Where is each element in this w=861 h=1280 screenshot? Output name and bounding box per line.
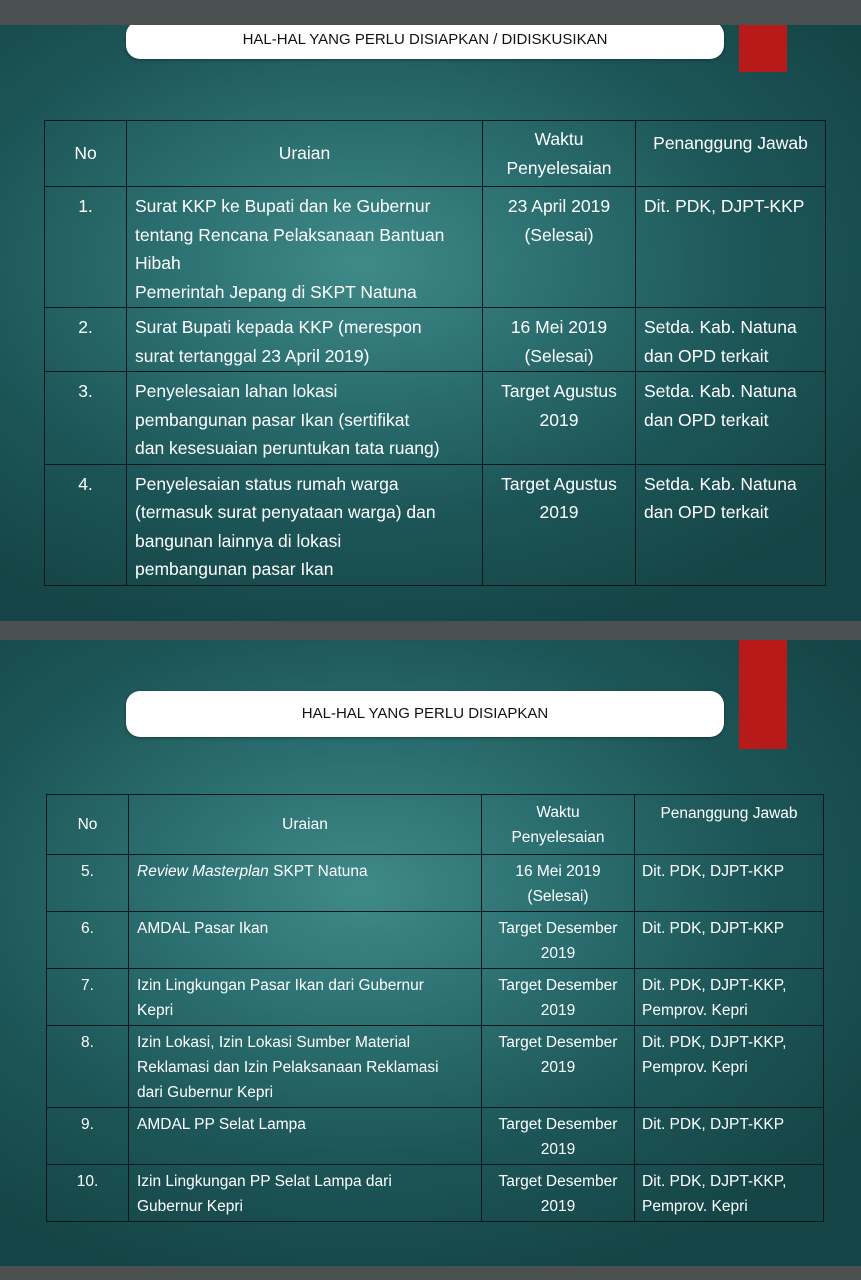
table-row (47, 969, 824, 1026)
uraian-line: bangunan lainnya di lokasi (135, 530, 342, 551)
uraian-line: dari Gubernur Kepri (137, 1084, 274, 1101)
row-number: 4. (45, 464, 127, 585)
row-penanggung-jawab (635, 1165, 824, 1222)
uraian-line: pembangunan pasar Ikan (sertifikat (135, 409, 410, 430)
table-header-row (47, 795, 824, 855)
header-waktu (482, 795, 635, 855)
waktu-line: Target Desember (498, 920, 618, 937)
uraian-line: Izin Lingkungan Pasar Ikan dari Gubernur (137, 977, 424, 994)
waktu-line: 2019 (540, 945, 576, 962)
table-header-row (45, 121, 826, 187)
waktu-line: 2019 (540, 1141, 576, 1158)
top-frame-strip (0, 0, 861, 25)
pj-line: Dit. PDK, DJPT-KKP, (642, 1034, 787, 1051)
header-uraian: Uraian (129, 795, 482, 855)
waktu-line: 16 Mei 2019 (510, 317, 608, 337)
row-penanggung-jawab (635, 969, 824, 1026)
pj-line: dan OPD terkait (644, 502, 769, 522)
slide-1 (0, 25, 861, 621)
table-row (45, 372, 826, 465)
pj-line: Pemprov. Kepri (642, 1059, 748, 1076)
uraian-italic-text: Review Masterplan (137, 863, 269, 880)
table-row (45, 308, 826, 372)
row-waktu (483, 308, 636, 372)
table-1-body (45, 187, 826, 586)
row-waktu (483, 464, 636, 585)
slide-2 (0, 640, 861, 1266)
waktu-line: 2019 (539, 502, 579, 522)
waktu-line: Target Agustus (501, 473, 617, 494)
row-uraian (129, 855, 482, 912)
uraian-line: Surat Bupati kepada KKP (merespon (135, 317, 422, 337)
pj-line: Setda. Kab. Natuna (644, 473, 797, 494)
row-uraian (129, 912, 482, 969)
header-waktu-line1: Waktu (534, 129, 584, 149)
row-number: 7. (47, 969, 129, 1026)
row-waktu (482, 1026, 635, 1108)
uraian-line: AMDAL Pasar Ikan (137, 920, 269, 937)
pj-line: Setda. Kab. Natuna (644, 381, 797, 401)
header-no: No (47, 795, 129, 855)
pj-line: dan OPD terkait (644, 345, 769, 366)
pj-line: Dit. PDK, DJPT-KKP (642, 1116, 785, 1133)
waktu-line: (Selesai) (524, 224, 594, 245)
row-penanggung-jawab (635, 855, 824, 912)
uraian-line: Reklamasi dan Izin Pelaksanaan Reklamasi (137, 1059, 439, 1076)
waktu-line: 2019 (540, 1059, 576, 1076)
table-row (47, 912, 824, 969)
waktu-line: (Selesai) (527, 888, 589, 905)
table-row (47, 1026, 824, 1108)
header-pj: Penanggung Jawab (636, 121, 826, 187)
header-pj: Penanggung Jawab (635, 795, 824, 855)
pj-line: Dit. PDK, DJPT-KKP (642, 920, 785, 937)
pj-line: Dit. PDK, DJPT-KKP (644, 196, 805, 216)
uraian-line: dan kesesuaian peruntukan tata ruang) (135, 438, 440, 458)
pj-line: dan OPD terkait (644, 409, 769, 430)
waktu-line: 16 Mei 2019 (515, 863, 601, 880)
row-waktu (482, 912, 635, 969)
uraian-line: Izin Lingkungan PP Selat Lampa dari (137, 1173, 392, 1190)
row-uraian (129, 1108, 482, 1165)
table-row (47, 1165, 824, 1222)
header-waktu (483, 121, 636, 187)
pj-line: Dit. PDK, DJPT-KKP, (642, 977, 787, 994)
slide-1-title: HAL-HAL YANG PERLU DISIAPKAN / DIDISKUSIKAN (126, 25, 724, 59)
uraian-line: tentang Rencana Pelaksanaan Bantuan (135, 224, 445, 245)
uraian-line: Penyelesaian status rumah warga (135, 473, 399, 494)
row-penanggung-jawab (636, 372, 826, 465)
red-accent-block (739, 640, 787, 749)
row-number: 6. (47, 912, 129, 969)
uraian-line: Penyelesaian lahan lokasi (135, 381, 338, 401)
row-number: 9. (47, 1108, 129, 1165)
row-penanggung-jawab (636, 187, 826, 308)
row-number: 3. (45, 372, 127, 465)
row-penanggung-jawab (635, 1108, 824, 1165)
header-no: No (45, 121, 127, 187)
bottom-frame-strip (0, 1266, 861, 1280)
pj-line: Pemprov. Kepri (642, 1002, 748, 1019)
waktu-line: Target Desember (498, 1173, 618, 1190)
pj-line: Dit. PDK, DJPT-KKP (642, 863, 785, 880)
row-penanggung-jawab (635, 1026, 824, 1108)
row-number: 1. (45, 187, 127, 308)
row-penanggung-jawab (635, 912, 824, 969)
waktu-line: 2019 (539, 409, 579, 430)
uraian-line: Hibah (135, 253, 181, 273)
waktu-line: Target Desember (498, 1116, 618, 1133)
table-row (47, 1108, 824, 1165)
row-uraian (129, 1165, 482, 1222)
row-number: 10. (47, 1165, 129, 1222)
header-waktu-line2: Penyelesaian (511, 828, 605, 846)
uraian-line: Kepri (137, 1002, 174, 1019)
row-uraian (129, 969, 482, 1026)
row-uraian (127, 308, 483, 372)
waktu-line: 2019 (540, 1002, 576, 1019)
waktu-line: Target Agustus (501, 381, 617, 401)
row-waktu (482, 855, 635, 912)
uraian-line: Pemerintah Jepang di SKPT Natuna (135, 281, 417, 302)
pj-line: Dit. PDK, DJPT-KKP, (642, 1173, 787, 1190)
pj-line: Setda. Kab. Natuna (644, 317, 797, 337)
row-number: 8. (47, 1026, 129, 1108)
row-uraian (127, 372, 483, 465)
row-uraian (127, 187, 483, 308)
uraian-line: (termasuk surat penyataan warga) dan (135, 502, 436, 522)
row-waktu (482, 1165, 635, 1222)
slide-separator (0, 621, 861, 640)
table-row (45, 187, 826, 308)
row-waktu (482, 969, 635, 1026)
table-2-body (47, 855, 824, 1222)
uraian-line: Izin Lokasi, Izin Lokasi Sumber Material (137, 1034, 411, 1051)
header-waktu-line1: Waktu (536, 803, 580, 821)
row-waktu (482, 1108, 635, 1165)
uraian-text: SKPT Natuna (268, 863, 368, 880)
row-uraian (129, 1026, 482, 1108)
waktu-line: Target Desember (498, 977, 618, 994)
row-waktu (483, 187, 636, 308)
waktu-line: 2019 (540, 1198, 576, 1215)
waktu-line: (Selesai) (524, 345, 594, 366)
uraian-line: Gubernur Kepri (137, 1198, 243, 1215)
pj-line: Pemprov. Kepri (642, 1198, 748, 1215)
row-waktu (483, 372, 636, 465)
row-penanggung-jawab (636, 308, 826, 372)
table-1 (44, 120, 826, 586)
waktu-line: 23 April 2019 (507, 196, 611, 216)
uraian-line: AMDAL PP Selat Lampa (137, 1116, 306, 1133)
row-number: 5. (47, 855, 129, 912)
row-number: 2. (45, 308, 127, 372)
header-waktu-line2: Penyelesaian (506, 157, 612, 178)
uraian-line: pembangunan pasar Ikan (135, 559, 334, 579)
row-penanggung-jawab (636, 464, 826, 585)
table-row (45, 464, 826, 585)
table-2 (46, 794, 824, 1222)
waktu-line: Target Desember (498, 1034, 618, 1051)
header-uraian: Uraian (127, 121, 483, 187)
uraian-line (137, 859, 473, 884)
slide-2-title: HAL-HAL YANG PERLU DISIAPKAN (126, 691, 724, 737)
row-uraian (127, 464, 483, 585)
red-accent-block (739, 25, 787, 72)
table-row (47, 855, 824, 912)
uraian-line: surat tertanggal 23 April 2019) (135, 345, 370, 366)
uraian-line: Surat KKP ke Bupati dan ke Gubernur (135, 196, 431, 216)
